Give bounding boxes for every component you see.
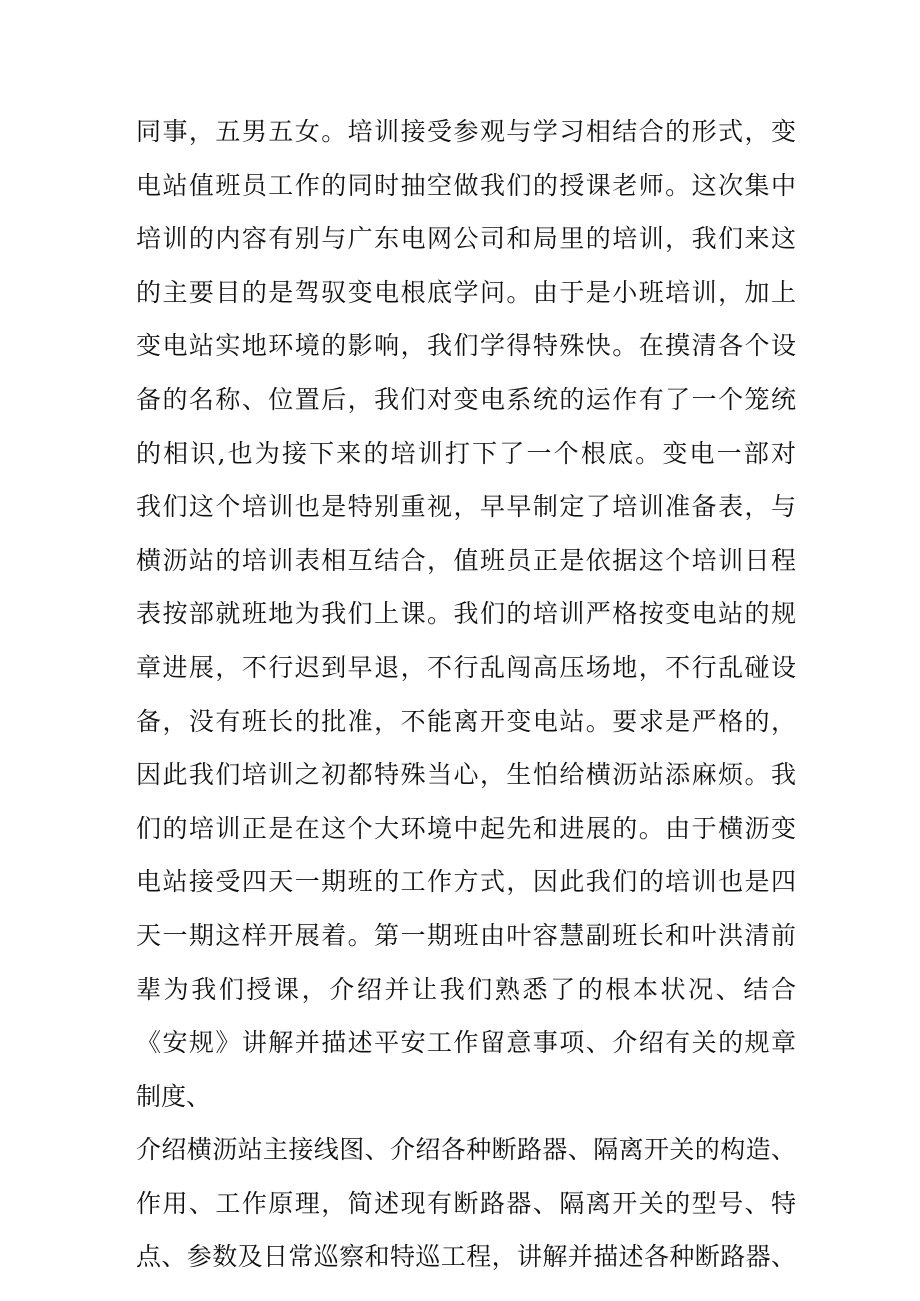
text-line-6: 备的名称、位置后，我们对变电系统的运作有了一个笼统 bbox=[136, 384, 796, 414]
text-line-17: 辈为我们授课，介绍并让我们熟悉了的根本状况、结合 bbox=[136, 974, 796, 1004]
text-line-5: 变电站实地环境的影响，我们学得特殊快。在摸清各个设 bbox=[136, 331, 796, 361]
text-line-7: 的相识,也为接下来的培训打下了一个根底。变电一部对 bbox=[136, 438, 796, 468]
text-line-20: 介绍横沥站主接线图、介绍各种断路器、隔离开关的构造、 bbox=[136, 1135, 796, 1165]
body-text bbox=[136, 105, 796, 1284]
text-line-9: 横沥站的培训表相互结合，值班员正是依据这个培训日程 bbox=[136, 545, 796, 575]
text-line-21: 作用、工作原理，简述现有断路器、隔离开关的型号、特 bbox=[136, 1188, 796, 1218]
text-line-19: 制度、 bbox=[136, 1081, 212, 1111]
text-line-1: 同事，五男五女。培训接受参观与学习相结合的形式，变 bbox=[136, 117, 796, 146]
text-line-12: 备，没有班长的批准，不能离开变电站。要求是严格的， bbox=[136, 706, 796, 736]
text-line-10: 表按部就班地为我们上课。我们的培训严格按变电站的规 bbox=[136, 599, 796, 629]
text-line-18: 《安规》讲解并描述平安工作留意事项、介绍有关的规章 bbox=[136, 1028, 796, 1058]
text-line-15: 电站接受四天一期班的工作方式，因此我们的培训也是四 bbox=[136, 867, 796, 897]
text-line-22: 点、参数及日常巡察和特巡工程，讲解并描述各种断路器、 bbox=[136, 1242, 796, 1272]
text-line-16: 天一期这样开展着。第一期班由叶容慧副班长和叶洪清前 bbox=[136, 920, 796, 950]
text-line-2: 电站值班员工作的同时抽空做我们的授课老师。这次集中 bbox=[136, 170, 796, 200]
text-line-13: 因此我们培训之初都特殊当心，生怕给横沥站添麻烦。我 bbox=[136, 760, 796, 790]
text-line-14: 们的培训正是在这个大环境中起先和进展的。由于横沥变 bbox=[136, 813, 796, 843]
text-line-4: 的主要目的是驾驭变电根底学问。由于是小班培训，加上 bbox=[136, 277, 796, 307]
text-line-11: 章进展，不行迟到早退，不行乱闯高压场地，不行乱碰设 bbox=[136, 652, 796, 682]
text-line-8: 我们这个培训也是特别重视，早早制定了培训准备表，与 bbox=[136, 492, 796, 522]
text-line-3: 培训的内容有别与广东电网公司和局里的培训，我们来这 bbox=[136, 224, 796, 254]
